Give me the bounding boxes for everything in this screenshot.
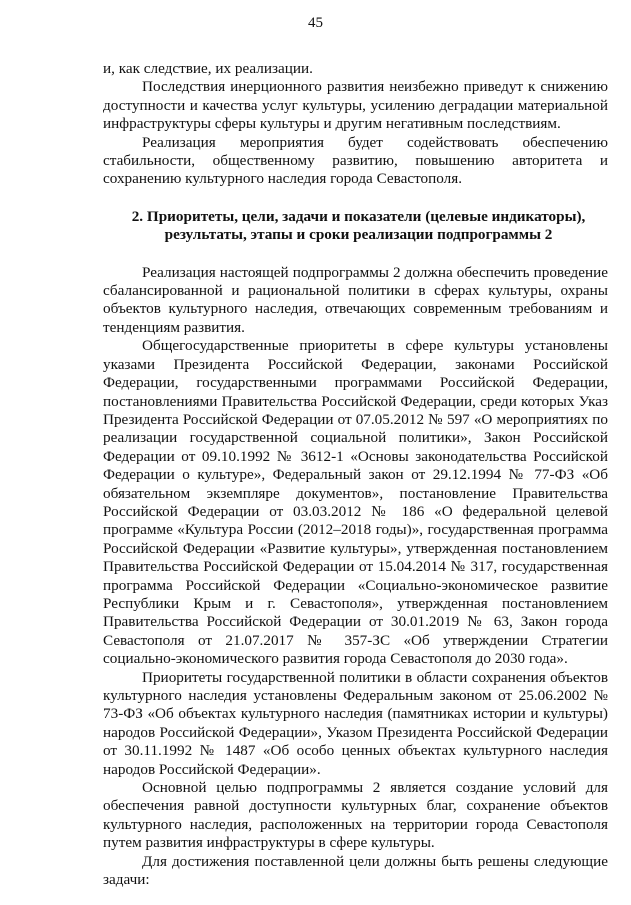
page-number: 45 [308, 15, 323, 31]
paragraph: и, как следствие, их реализации. [103, 60, 313, 77]
paragraph: Реализация мероприятия будет содействовать обеспечению стабильности, общественному развитию, повышению авторитета и сохранению культурного наследия города Севастополя. [103, 133, 608, 188]
paragraph: Приоритеты государственной политики в области сохранения объектов культурного наследия установлены Федеральным законом от 25.06.2002 № 73-ФЗ «Об объектах культурного наследия (памятниках истории и культуры) народов Российской Федерации», Указом Президента Российской Федерации от 30.11.1992 № 1487 «Об особо ценных объектах культурного наследия народов Российской Федерации». [103, 668, 608, 778]
paragraph: Для достижения поставленной цели должны быть решены следующие задачи: [103, 852, 608, 889]
paragraph: Основной целью подпрограммы 2 является создание условий для обеспечения равной доступности культурных благ, сохранение объектов культурного наследия, расположенных на территории города Севастополя путем развития инфраструктуры в сфере культуры. [103, 779, 608, 852]
paragraph: Последствия инерционного развития неизбежно приведут к снижению доступности и качества услуг культуры, усилению деградации материальной инфраструктуры сферы культуры и другим негативным последствиям. [103, 78, 608, 133]
document-body [103, 60, 608, 889]
paragraph: Общегосударственные приоритеты в сфере культуры установлены указами Президента Российской Федерации, законами Российской Федерации, государственными программами Российской Федерации, постановлениями Правительства Российской Федерации, среди которых Указ Президента Российской Федерации от 07.05.2012 № 597 «О мероприятиях по реализации государственной социальной политики», Закон Российской Федерации от 09.10.1992 № 3612-1 «Основы законодательства Российской Федерации о культуре», Федеральный закон от 29.12.1994 № 77-ФЗ «Об обязательном экземпляре документов», постановление Правительства Российской Федерации от 03.03.2012 № 186 «О федеральной целевой программе «Культура России (2012–2018 годы)», государственная программа Российской Федерации «Развитие культуры», утвержденная постановлением Правительства Российской Федерации от 15.04.2014 № 317, государственная программа Российской Федерации «Социально-экономическое развитие Республики Крым и г. Севастополя», утвержденная постановлением Правительства Российской Федерации от 30.01.2019 № 63, Закон города Севастополя от 21.07.2017 № 357-ЗС «Об утверждении Стратегии социально-экономического развития города Севастополя до 2030 года». [103, 337, 608, 668]
paragraph: Реализация настоящей подпрограммы 2 должна обеспечить проведение сбалансированной и рациональной политики в сферах культуры, охраны объектов культурного наследия, отвечающих современным требованиям и тенденциям развития. [103, 263, 608, 336]
section-heading: 2. Приоритеты, цели, задачи и показатели (целевые индикаторы), результаты, этапы и сроки реализации подпрограммы 2 [131, 207, 586, 244]
